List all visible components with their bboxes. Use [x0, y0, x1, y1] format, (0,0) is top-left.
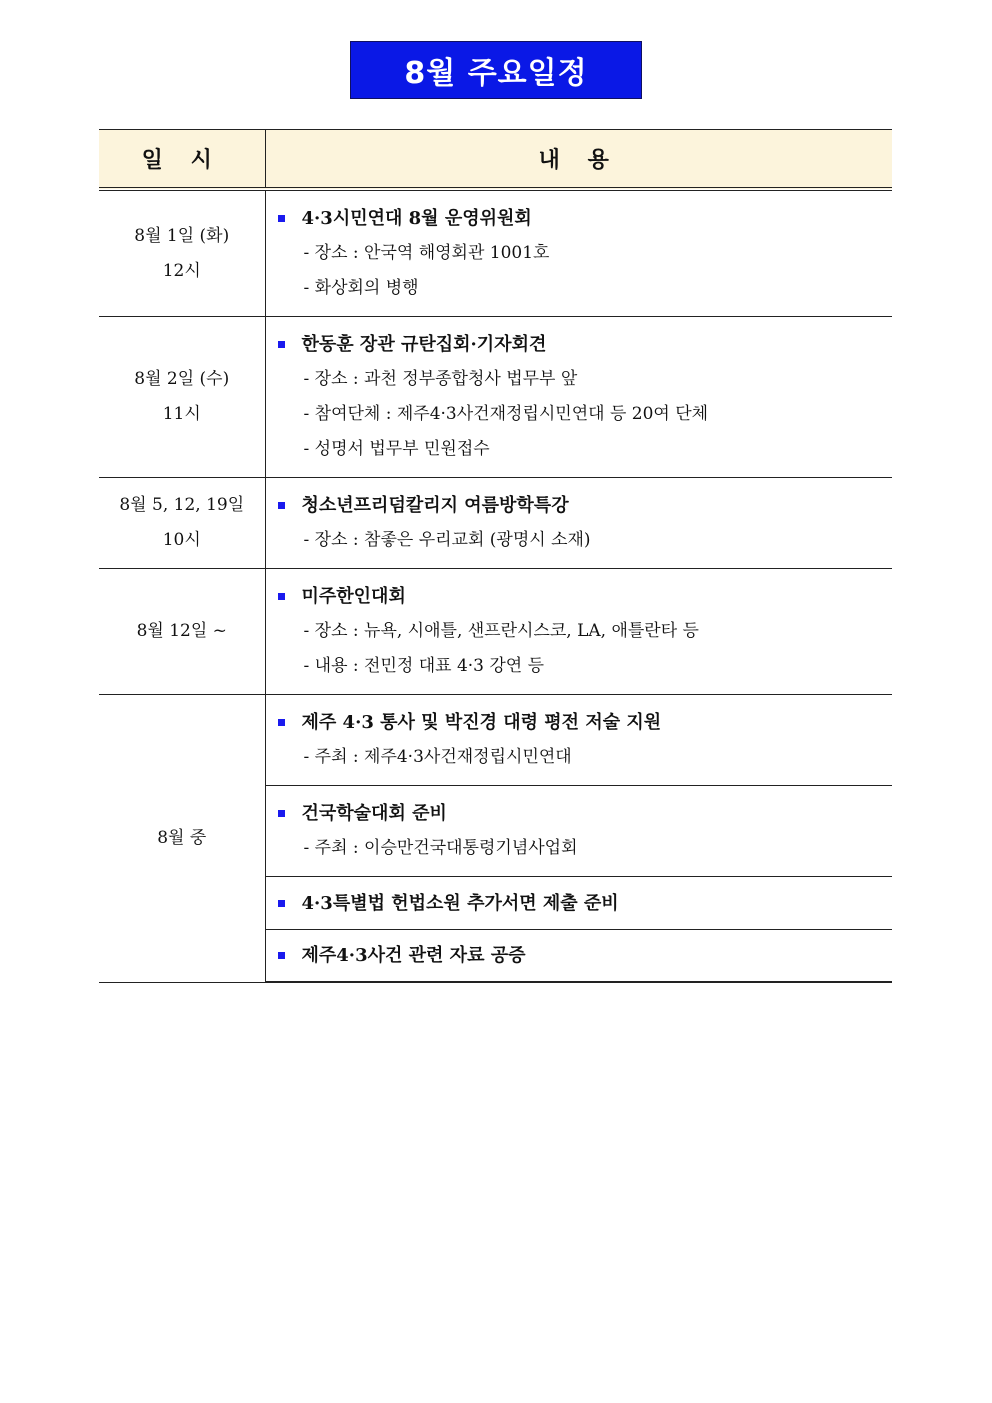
date-line: 8월 2일 (수) — [134, 369, 230, 389]
schedule-item — [278, 705, 893, 740]
item-title: 청소년프리덤칼리지 여름방학특강 — [301, 495, 569, 516]
content-cell — [265, 930, 892, 983]
item-title: 4·3특별법 헌법소원 추가서면 제출 준비 — [301, 892, 619, 914]
schedule-item — [278, 579, 893, 614]
schedule-table — [99, 129, 892, 983]
square-bullet-icon — [278, 810, 285, 817]
content-cell — [265, 695, 892, 786]
square-bullet-icon — [278, 502, 285, 509]
item-detail: - 장소 : 뉴욕, 시애틀, 샌프란시스코, LA, 애틀란타 등 — [303, 621, 699, 641]
item-title: 제주 4·3 통사 및 박진경 대령 평전 저술 지원 — [301, 712, 662, 733]
date-cell — [99, 317, 265, 478]
table-row — [99, 695, 892, 786]
table-row — [99, 189, 892, 317]
item-title: 제주4·3사건 관련 자료 공증 — [301, 945, 526, 966]
schedule-item — [278, 886, 893, 921]
schedule-item — [278, 327, 893, 362]
schedule-item — [278, 938, 893, 973]
content-cell — [265, 478, 892, 569]
page-title: 8월 주요일정 — [404, 56, 588, 91]
item-detail: - 장소 : 안국역 해영회관 1001호 — [303, 243, 550, 263]
square-bullet-icon — [278, 900, 285, 907]
item-title: 한동훈 장관 규탄집회·기자회견 — [301, 334, 547, 355]
table-row — [99, 478, 892, 569]
square-bullet-icon — [278, 719, 285, 726]
time-line: 12시 — [162, 260, 201, 281]
content-cell — [265, 189, 892, 317]
item-detail: - 장소 : 참좋은 우리교회 (광명시 소재) — [303, 530, 591, 550]
page-title-box — [350, 41, 642, 99]
header-date: 일 시 — [99, 130, 265, 190]
content-cell — [265, 317, 892, 478]
item-detail: - 주최 : 이승만건국대통령기념사업회 — [303, 838, 578, 858]
item-title: 4·3시민연대 8월 운영위원회 — [301, 208, 532, 229]
item-title: 미주한인대회 — [301, 586, 406, 607]
square-bullet-icon — [278, 952, 285, 959]
schedule-item — [278, 488, 893, 523]
content-cell — [265, 877, 892, 930]
header-content: 내 용 — [265, 130, 892, 190]
schedule-item — [278, 201, 893, 236]
item-detail: - 화상회의 병행 — [303, 278, 419, 298]
square-bullet-icon — [278, 593, 285, 600]
date-cell — [99, 189, 265, 317]
date-line: 8월 12일 ~ — [136, 621, 227, 641]
schedule-item — [278, 796, 893, 831]
table-row — [99, 317, 892, 478]
date-cell — [99, 569, 265, 695]
content-cell — [265, 786, 892, 877]
content-cell — [265, 569, 892, 695]
date-line: 8월 5, 12, 19일 — [119, 495, 245, 515]
square-bullet-icon — [278, 215, 285, 222]
date-cell — [99, 478, 265, 569]
item-detail: - 장소 : 과천 정부종합청사 법무부 앞 — [303, 369, 578, 389]
table-row — [99, 569, 892, 695]
item-detail: - 내용 : 전민정 대표 4·3 강연 등 — [303, 656, 545, 676]
time-line: 11시 — [162, 404, 201, 424]
item-detail: - 주최 : 제주4·3사건재정립시민연대 — [303, 747, 572, 767]
item-detail: - 성명서 법무부 민원접수 — [303, 439, 490, 459]
time-line: 10시 — [162, 530, 201, 550]
square-bullet-icon — [278, 341, 285, 348]
item-title: 건국학술대회 준비 — [301, 803, 447, 824]
date-cell — [99, 695, 265, 983]
table-header-row — [99, 130, 892, 190]
item-detail: - 참여단체 : 제주4·3사건재정립시민연대 등 20여 단체 — [303, 404, 709, 424]
date-line: 8월 1일 (화) — [134, 225, 230, 246]
date-line: 8월 중 — [157, 827, 207, 848]
